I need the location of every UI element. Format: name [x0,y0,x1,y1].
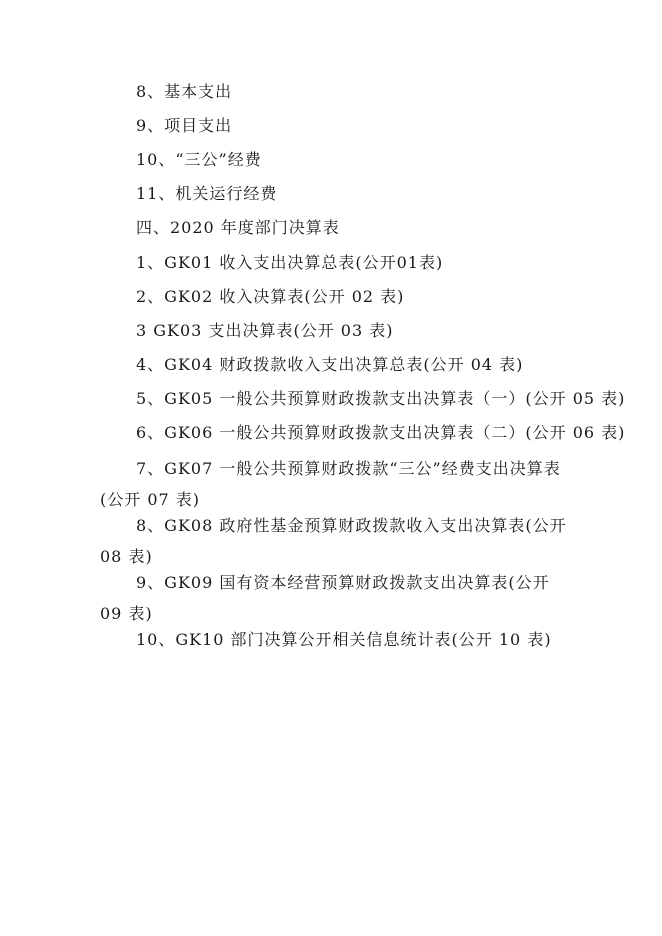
section-heading: 四、2020 年度部门决算表 [136,218,340,237]
list-item: 11、机关运行经费 [136,184,278,203]
list-item: 4、GK04 财政拨款收入支出决算总表(公开 04 表) [136,355,524,374]
list-item: 2、GK02 收入决算表(公开 02 表) [136,287,405,306]
list-item: 8、基本支出 [136,82,233,101]
list-item: 5、GK05 一般公共预算财政拨款支出决算表（一）(公开 05 表) [136,389,626,408]
list-item: 6、GK06 一般公共预算财政拨款支出决算表（二）(公开 06 表) [136,423,626,442]
list-item: 10、GK10 部门决算公开相关信息统计表(公开 10 表) [136,630,552,649]
list-item: 9、GK09 国有资本经营预算财政拨款支出决算表(公开 09 表) [100,573,550,623]
list-item: 9、项目支出 [136,116,233,135]
list-item: 10、“三公”经费 [136,150,262,169]
list-item: 3 GK03 支出决算表(公开 03 表) [136,321,394,340]
list-item: 7、GK07 一般公共预算财政拨款“三公”经费支出决算表(公开 07 表) [100,459,561,509]
list-item: 1、GK01 收入支出决算总表(公开01表) [136,253,444,272]
list-item: 8、GK08 政府性基金预算财政拨款收入支出决算表(公开 08 表) [100,516,567,566]
